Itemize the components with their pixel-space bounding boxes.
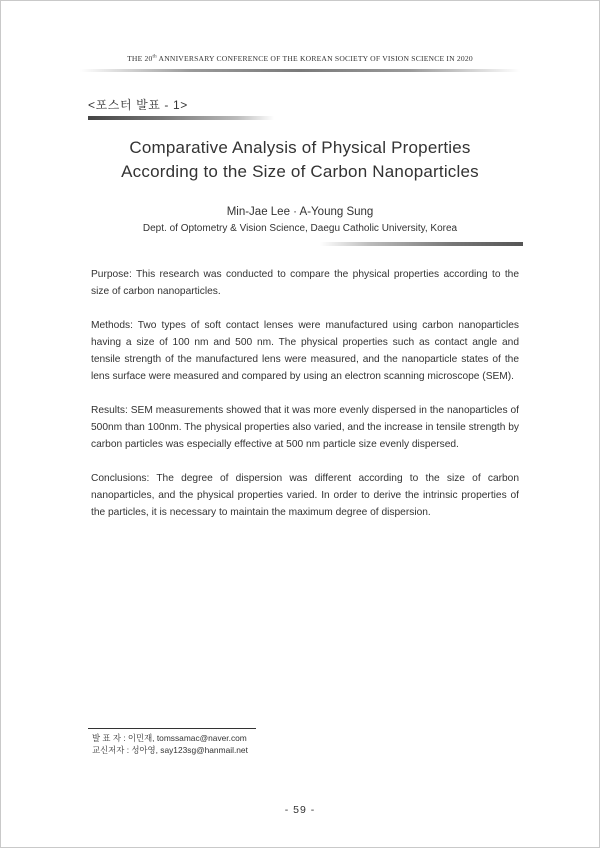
- page-number: - 59 -: [284, 804, 316, 816]
- conclusions-label: Conclusions:: [91, 473, 150, 484]
- abstract: [91, 266, 519, 538]
- running-header: THE 20th ANNIVERSARY CONFERENCE OF THE KOREAN SOCIETY OF VISION SCIENCE IN 2020: [127, 54, 473, 63]
- methods-text: Two types of soft contact lenses were manufactured using carbon nanoparticles having a size of 100 nm and 500 nm. The physical properties such as contact angle and tensile strength of the manufactured lens were measured, and the nanoparticle states of the lens surface were measured and compared by using an electron scanning microscope (SEM).: [91, 320, 519, 382]
- footnotes: [92, 732, 248, 756]
- results-text: SEM measurements showed that it was more evenly dispersed in the nanoparticles of 500nm than 100nm. The physical properties also varied, and the increase in tensile strength by carbon particles was especially effective at 500 nm particle size evenly dispersed.: [91, 405, 519, 450]
- affiliation-rule: [320, 242, 523, 246]
- purpose-text: This research was conducted to compare the physical properties according to the size of carbon nanoparticles.: [91, 269, 519, 297]
- header-rule: [80, 69, 520, 72]
- results-label: Results:: [91, 405, 128, 416]
- results-paragraph: [91, 402, 519, 453]
- title-line-2: According to the Size of Carbon Nanoparticles: [121, 162, 479, 181]
- purpose-paragraph: [91, 266, 519, 300]
- purpose-label: Purpose:: [91, 269, 132, 280]
- session-rule: [88, 116, 274, 120]
- session-label: <포스터 발표 - 1>: [88, 98, 188, 112]
- methods-paragraph: [91, 317, 519, 385]
- header-superscript: th: [152, 54, 157, 60]
- corresponding-author-note: 교신저자 : 성아영, say123sg@hanmail.net: [92, 745, 248, 755]
- presenter-note: 발 표 자 : 이민재, tomssamac@naver.com: [92, 733, 247, 743]
- title-line-1: Comparative Analysis of Physical Properties: [129, 138, 471, 157]
- methods-label: Methods:: [91, 320, 133, 331]
- affiliation: Dept. of Optometry & Vision Science, Daegu Catholic University, Korea: [142, 223, 458, 234]
- conclusions-text: The degree of dispersion was different according to the size of carbon nanoparticles, and the physical properties varied. In order to derive the intrinsic properties of the particles, it is necessary to maintain the maximum degree of dispersion.: [91, 473, 519, 518]
- paper-title: [0, 136, 600, 184]
- conclusions-paragraph: [91, 470, 519, 521]
- footnote-rule: [88, 728, 256, 729]
- authors: Min-Jae Lee · A-Young Sung: [226, 206, 374, 218]
